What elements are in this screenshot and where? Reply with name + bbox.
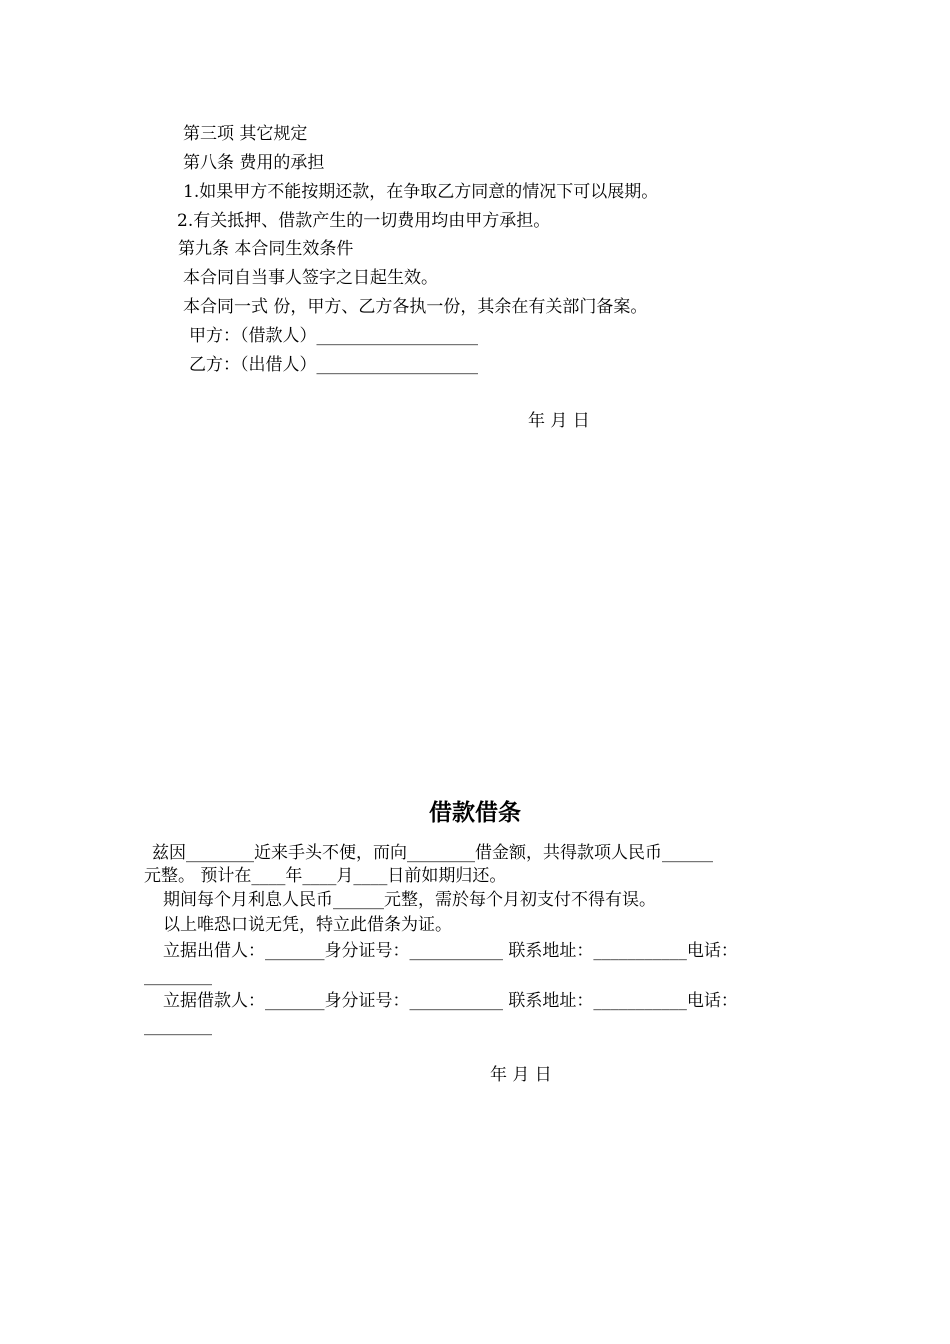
contract-date: 年 月 日 xyxy=(528,411,590,431)
article-eight-item-2: 2.有关抵押、借款产生的一切费用均由甲方承担。 xyxy=(177,211,551,231)
article-nine-heading: 第九条 本合同生效条件 xyxy=(178,239,354,259)
iou-date: 年 月 日 xyxy=(490,1065,552,1085)
borrower-phone-blank: ________ xyxy=(144,1016,212,1036)
iou-title: 借款借条 xyxy=(429,800,521,826)
lender-phone-blank: ________ xyxy=(144,966,212,986)
article-eight-item-1: 1.如果甲方不能按期还款，在争取乙方同意的情况下可以展期。 xyxy=(183,182,659,202)
iou-line-4: 以上唯恐口说无凭，特立此借条为证。 xyxy=(163,915,452,935)
iou-line-2: 元整。 预计在____年____月____日前如期归还。 xyxy=(144,866,507,886)
section-three-heading: 第三项 其它规定 xyxy=(183,124,308,144)
iou-line-3: 期间每个月利息人民币______元整，需於每个月初支付不得有误。 xyxy=(163,890,656,910)
party-a-signature-line: 甲方：（借款人）___________________ xyxy=(189,326,478,346)
party-b-signature-line: 乙方：（出借人）___________________ xyxy=(189,355,478,375)
article-eight-heading: 第八条 费用的承担 xyxy=(183,153,325,173)
iou-line-1: 兹因________近来手头不便，而向________借金额，共得款项人民币______ xyxy=(152,843,713,863)
article-nine-line-2: 本合同一式 份，甲方、乙方各执一份，其余在有关部门备案。 xyxy=(183,297,648,317)
lender-info-line: 立据出借人：_______身分证号：___________ 联系地址：___________电话： xyxy=(163,941,738,961)
article-nine-line-1: 本合同自当事人签字之日起生效。 xyxy=(183,268,438,288)
borrower-info-line: 立据借款人：_______身分证号：___________ 联系地址：___________电话： xyxy=(163,991,738,1011)
